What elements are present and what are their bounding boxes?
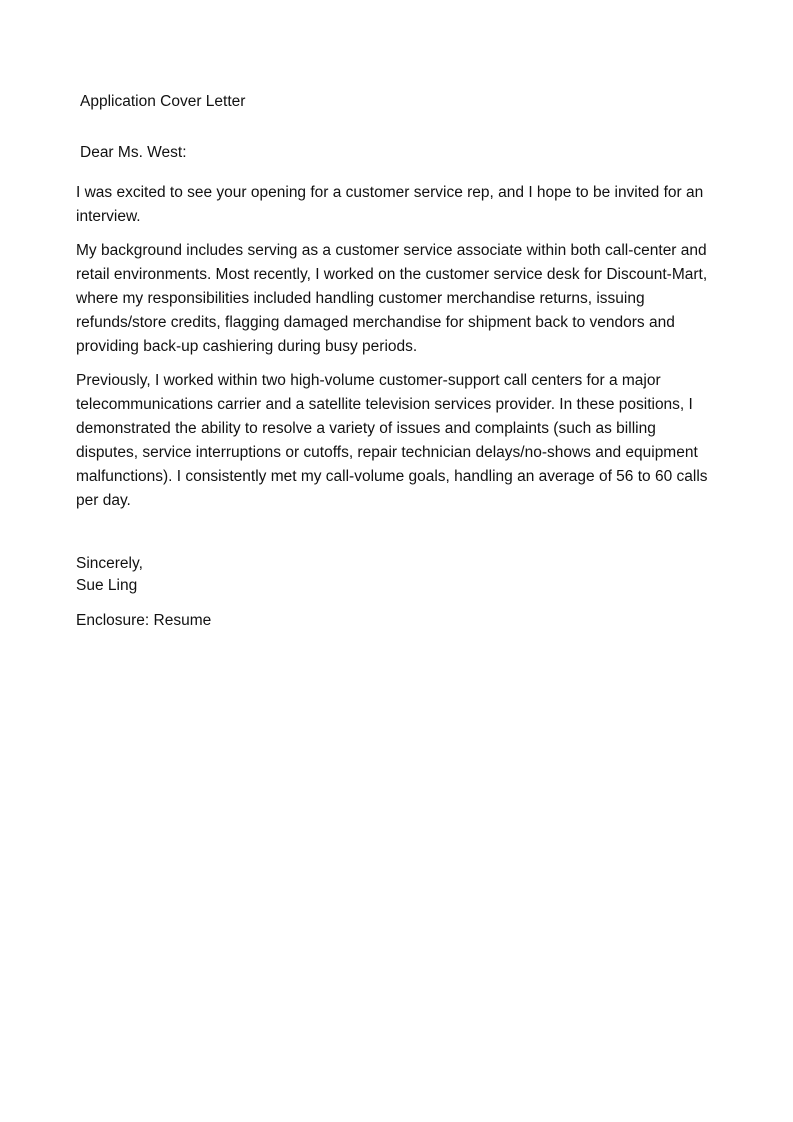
paragraph-intro: I was excited to see your opening for a customer service rep, and I hope to be invited for an interview. (76, 184, 704, 225)
letter-title: Application Cover Letter (80, 93, 246, 110)
enclosure-note: Enclosure: Resume (76, 612, 212, 629)
paragraph-background: My background includes serving as a customer service associate within both call-center and retail environments. Most recently, I worked on the customer service desk for Discount-Mart, where my responsibilities included handling customer merchandise returns, issuing refunds/store credits, flagging damaged merchandise for shipment back to vendors and providing back-up cashiering during busy periods. (76, 242, 708, 355)
signer-name: Sue Ling (76, 577, 138, 594)
paragraph-previous-experience: Previously, I worked within two high-volume customer-support call centers for a major telecommunications carrier and a satellite television services provider. In these positions, I demonstrated the ability to resolve a variety of issues and complaints (such as billing disputes, service interruptions or cutoffs, repair technician delays/no-shows and equipment malfunctions). I consistently met my call-volume goals, handling an average of 56 to 60 calls per day. (76, 372, 708, 509)
salutation: Dear Ms. West: (80, 144, 187, 161)
closing: Sincerely, (76, 555, 143, 572)
